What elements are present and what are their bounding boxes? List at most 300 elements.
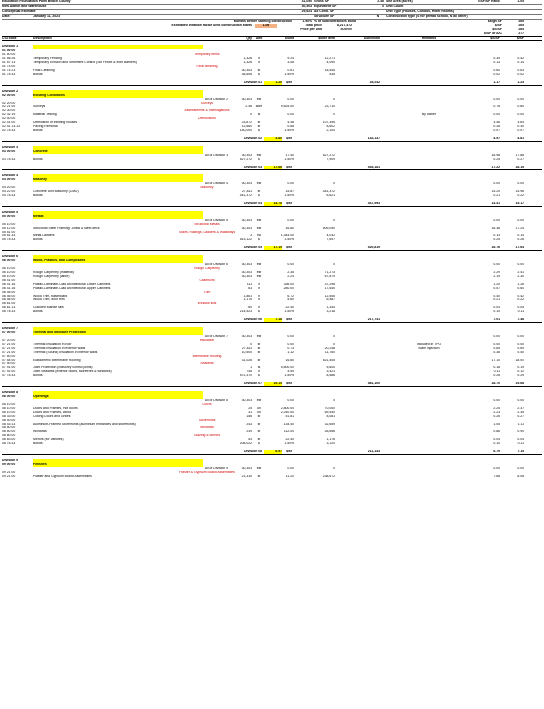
line-total: 535 — [329, 72, 335, 76]
line-unit-cost: 5,600.00 — [280, 366, 294, 370]
line-unit: $ — [258, 238, 260, 242]
line-qty: 21,310 — [241, 474, 252, 478]
line-qty: 1,861 — [243, 294, 252, 298]
all-of-qty: 30,303 — [241, 218, 252, 222]
all-of-sf: 0.00 — [517, 97, 524, 101]
line-gsf: 2.29 — [493, 270, 500, 274]
line-unit-cost: 1.50% — [284, 310, 294, 314]
csi-code: 01 74 23 — [2, 69, 16, 72]
line-sf: 0.22 — [517, 298, 524, 302]
line-description: Material Testing — [33, 113, 57, 117]
line-unit-cost: 2,240.00 — [280, 410, 294, 414]
line-unit-cost: 0.61 — [287, 69, 294, 72]
site-area-label: Site Area (acres) — [386, 0, 413, 3]
division-total-label: Division 03 — [244, 165, 262, 169]
line-qty: 140,000 — [239, 129, 252, 133]
line-sf: 0.14 — [517, 61, 524, 65]
subheading-label: Temporary items — [194, 53, 220, 57]
line-unit: un — [257, 410, 261, 414]
line-unit-cost: 2.24 — [287, 274, 294, 278]
date-label: Date: — [2, 14, 11, 18]
division-total-gsf: 18.70 — [491, 382, 500, 386]
all-of-total: 0 — [333, 466, 335, 470]
line-description: Thermal (Sound) Insulation in interior walls — [33, 350, 98, 354]
csi-code: 08 33 00 — [2, 414, 16, 418]
line-gsf: 0.11 — [493, 370, 500, 374]
line-total: 4,032 — [326, 234, 335, 238]
line-total: 11,760 — [324, 350, 335, 354]
line-qty: 527,272 — [239, 157, 252, 161]
line-description: Temporary Fencing — [33, 57, 63, 61]
csi-code: 02 78 33 — [2, 129, 16, 133]
all-of-total: 0 — [333, 398, 335, 402]
line-description: Bonds — [33, 157, 43, 161]
line-sf: 0.26 — [517, 238, 524, 242]
line-gsf: 0.13 — [493, 234, 500, 238]
division-total-value: 581,100 — [367, 382, 380, 386]
line-qty: 1 — [250, 366, 252, 370]
division-total-unit-cost: 4.80 — [264, 137, 282, 141]
all-of-gsf: 16.98 — [491, 153, 500, 157]
all-of-unit-cost: 17.40 — [285, 153, 294, 157]
line-description: Wood Trim, baseboard — [33, 294, 68, 298]
all-of-gsf: 0.00 — [493, 97, 500, 101]
line-qty: 30,303 — [241, 69, 252, 72]
line-unit-cost: 16.80 — [285, 226, 294, 230]
line-description: Temporary Erosion and Sediment Control (Silt Fence & Inlet Barriers) — [33, 61, 137, 65]
line-unit-cost: 1,344.00 — [280, 234, 294, 238]
line-sf: 1.11 — [517, 422, 524, 426]
line-description: Thermal Insulation in roof — [33, 342, 72, 346]
months-label: Months before starting construction — [233, 19, 292, 23]
division-total-unit-cost: 17.19 — [264, 246, 282, 250]
line-description: Surveys — [33, 105, 46, 109]
all-of-label: All of Division 5 — [204, 218, 228, 222]
csi-code: 08 83 00 — [2, 438, 16, 442]
line-unit-cost: 4.59 — [287, 370, 294, 374]
estimate-date: January 11, 2023 — [33, 14, 60, 18]
line-sf: 0.11 — [517, 442, 524, 446]
line-qty: 53 — [248, 438, 252, 442]
line-unit: lf — [258, 61, 260, 65]
division-total-unit-cost: 14.78 — [264, 202, 282, 206]
project-subtitle: New Admin and Warehouse — [2, 4, 47, 8]
line-unit: sf — [257, 121, 261, 125]
division-total-unit-cost: 7.18 — [264, 318, 282, 322]
line-gsf: 0.13 — [493, 61, 500, 65]
division-label: Division 7 — [2, 327, 19, 330]
line-sf: 0.11 — [517, 310, 524, 314]
csi-code: 06 10 00 — [2, 266, 16, 270]
line-unit-cost: 51.81 — [285, 414, 294, 418]
site-area-value: 2.46 — [377, 0, 384, 3]
line-unit: sf — [257, 474, 261, 478]
line-sf: 0.14 — [517, 234, 524, 238]
division-label: Division 9 — [2, 458, 19, 462]
line-total: 6,621 — [326, 194, 335, 198]
division-name: Masonry — [33, 178, 203, 182]
all-of-gsf: 0.00 — [493, 263, 500, 266]
all-of-label: All of Division 3 — [204, 153, 228, 157]
line-total: 6,587 — [326, 298, 335, 302]
line-unit: esf — [256, 270, 262, 274]
inflation-value: 1.06 — [255, 24, 277, 28]
line-unit: lf — [258, 282, 260, 286]
line-qty: 1,176 — [243, 298, 252, 302]
all-of-unit-cost: 0.00 — [287, 466, 294, 470]
subheading-label: Plaster & Gypsum Board Assemblies — [179, 470, 235, 474]
ac-sf-label: All Cond. SF — [314, 9, 335, 13]
line-total: 7,697 — [326, 238, 335, 242]
line-unit: $ — [258, 310, 260, 314]
line-gsf: 0.21 — [493, 298, 500, 302]
line-description: Concrete Unit Masonry (CMU) — [33, 190, 79, 194]
csi-code: 08 40 00 — [2, 418, 16, 422]
line-unit-cost: 112.00 — [283, 430, 294, 434]
line-qty: 35,606 — [241, 72, 252, 76]
line-unit: lf — [258, 294, 260, 298]
line-item-row — [2, 475, 542, 479]
division-total-value: 535,181 — [367, 165, 380, 169]
line-sf: 0.00 — [517, 342, 524, 346]
header-block — [2, 0, 542, 41]
line-gsf: 14.20 — [491, 190, 500, 194]
line-total: 238,672 — [322, 474, 335, 478]
line-total: 4,090 — [326, 61, 335, 65]
all-of-unit-cost: 0.00 — [287, 97, 294, 101]
division-total-value: 447,993 — [367, 201, 380, 205]
csi-code: 01 57 13 — [2, 61, 16, 65]
line-unit-cost: 1.50% — [284, 374, 294, 378]
line-qty: 214,523 — [239, 310, 252, 314]
line-sf: 0.63 — [517, 69, 524, 72]
subheading-label: Rough Carpentry — [194, 266, 220, 270]
line-unit-cost: 1.50% — [284, 238, 294, 242]
csi-code: 02 20 00 — [2, 101, 16, 105]
line-qty: 63 — [248, 286, 252, 290]
line-unit: esf — [256, 274, 262, 278]
division-name: Existing Conditions — [33, 94, 203, 98]
division-code: 02 00 00 — [2, 93, 16, 97]
line-total: 7,909 — [326, 157, 335, 161]
col-qty: Qty — [246, 36, 252, 40]
all-of-unit: esf — [256, 398, 262, 402]
csi-code: 07 50 00 — [2, 354, 16, 358]
line-gsf: 0.60 — [493, 69, 500, 72]
subheading-label: Insulation — [199, 338, 215, 342]
all-of-unit: esf — [256, 263, 262, 266]
line-unit: sf — [257, 346, 261, 350]
line-qty: 30,303 — [241, 226, 252, 230]
line-gsf: 0.07 — [493, 129, 500, 133]
price-per-unit-value: #DIV/0! — [340, 27, 352, 31]
line-description: Doors and Frames, HM doors — [33, 406, 78, 410]
csi-code: 07 90 00 — [2, 362, 16, 366]
division-total-gsf: 1.17 — [493, 80, 500, 84]
division-code: 06 00 00 — [2, 259, 16, 263]
csi-code: 07 78 33 — [2, 374, 16, 378]
line-qty: 30,303 — [241, 270, 252, 274]
line-total: 8,602 — [326, 125, 335, 129]
line-description: Bonds — [33, 72, 43, 76]
csi-code: 02 21 00 — [2, 105, 16, 109]
all-of-sf: 0.00 — [517, 182, 524, 186]
csi-code: 03 78 33 — [2, 157, 16, 161]
line-gsf: 3.46 — [493, 121, 500, 125]
line-gsf: 0.18 — [493, 366, 500, 370]
division-label: Division 6 — [2, 255, 19, 259]
line-description: Bonds — [33, 310, 43, 314]
all-of-sf: 0.00 — [517, 334, 524, 338]
line-gsf: 0.65 — [493, 346, 500, 350]
line-unit-cost: 5.60 — [287, 298, 294, 302]
line-gsf: 1.20 — [493, 282, 500, 286]
division-total-value: 142,137 — [367, 136, 380, 140]
line-unit-cost: 9,625.00 — [280, 105, 294, 109]
line-unit-cost: 22.40 — [285, 438, 294, 442]
line-gsf: 0.04 — [493, 438, 500, 442]
line-total: 2,100 — [326, 129, 335, 133]
all-of-sf: 17.88 — [515, 153, 524, 157]
division-total-sf: 7.15 — [517, 450, 524, 454]
csi-code: 01 74 00 — [2, 65, 16, 69]
line-qty: 3 — [250, 234, 252, 238]
csi-code: 05 51 33 — [2, 234, 16, 238]
line-qty: 111 — [246, 282, 252, 286]
line-remarks: By owner — [421, 113, 437, 117]
line-unit: lf — [258, 306, 260, 310]
line-sf: 0.00 — [517, 113, 524, 117]
line-unit-cost: 0.68 — [287, 125, 294, 129]
line-total: 37,296 — [324, 282, 335, 286]
csi-code: 08 78 33 — [2, 442, 16, 446]
line-unit: lf — [258, 286, 260, 290]
all-of-gsf: 0.00 — [493, 218, 500, 222]
all-of-unit: esf — [256, 182, 262, 186]
all-of-gsf: 0.00 — [493, 334, 500, 338]
line-description: Structural Steel Framing: Joists & steel deck — [33, 226, 100, 230]
subheading-label: Doors — [202, 402, 212, 406]
total-price-label: Total price — [305, 23, 322, 27]
line-unit-cost: 6.72 — [287, 294, 294, 298]
gross-sf-value: 31,050 — [301, 0, 312, 3]
line-total: 69,440 — [324, 410, 335, 414]
line-sf: 0.42 — [517, 57, 524, 61]
line-unit: lf — [258, 298, 260, 302]
division-total-gsf: 14.41 — [491, 201, 500, 205]
csi-code: 06 78 33 — [2, 310, 16, 314]
subheading-label: Final cleaning — [196, 65, 218, 69]
line-qty: 2.46 — [245, 105, 252, 109]
line-gsf: 0.40 — [493, 294, 500, 298]
line-sf: 0.80 — [517, 105, 524, 109]
csi-code: 07 54 00 — [2, 358, 16, 362]
line-sf: 0.69 — [517, 346, 524, 350]
division-code: 07 00 00 — [2, 330, 16, 334]
csi-code: 05 10 00 — [2, 222, 16, 226]
col-unit-cost: $/unit — [284, 36, 294, 40]
division-label: Division 4 — [2, 174, 19, 178]
col-division-total: $/Division — [363, 36, 380, 40]
line-description: Bonds — [33, 374, 43, 378]
line-total: 12,271 — [324, 57, 335, 61]
line-unit-cost: 0.00 — [287, 113, 294, 117]
line-sf: 2.35 — [517, 410, 524, 414]
division-total-unit: $/sf — [286, 136, 292, 140]
col-remarks: Remarks — [421, 36, 437, 40]
line-unit: $ — [258, 194, 260, 198]
csi-code: 02 30 00 — [2, 109, 16, 113]
line-remarks: Included in TPO — [416, 342, 442, 346]
csi-code: 06 10 00 — [2, 270, 16, 274]
division-total-gsf: 7.01 — [493, 318, 500, 322]
all-of-gsf: 0.00 — [493, 182, 500, 186]
csi-code: 06 10 00 — [2, 274, 16, 278]
division-total-value: 520,819 — [367, 246, 380, 250]
division-code: 04 00 00 — [2, 178, 16, 182]
line-unit-cost: 2.35 — [287, 270, 294, 274]
line-gsf: 2.25 — [493, 406, 500, 410]
division-total-gsf: 4.57 — [493, 136, 500, 140]
line-unit-cost: 16.80 — [285, 358, 294, 362]
line-gsf: 0.21 — [493, 194, 500, 198]
line-sf: 0.60 — [517, 286, 524, 290]
line-sf: 17.24 — [515, 226, 524, 230]
division-name: Concrete — [33, 150, 203, 154]
line-unit: lf — [258, 57, 260, 61]
csi-code: 02 32 19 — [2, 113, 16, 117]
csi-code: 08 10 00 — [2, 402, 16, 406]
division-total-label: Division 07 — [244, 382, 262, 386]
all-of-qty: 30,303 — [241, 263, 252, 266]
division-name: Thermal and Moisture Protection — [33, 331, 203, 335]
line-unit-cost: 134.40 — [283, 422, 294, 426]
line-sf: 0.07 — [517, 129, 524, 133]
all-of-unit: esf — [256, 466, 262, 470]
line-sf: 2.41 — [517, 270, 524, 274]
unit-count-value: 0 — [382, 4, 384, 8]
line-qty: 60 — [248, 306, 252, 310]
line-description: Bonds — [33, 442, 43, 446]
col-csi: CSI code — [2, 36, 17, 40]
estimate-type: Conceptual Estimate — [2, 9, 36, 13]
csi-code: 04 22 00 — [2, 190, 16, 194]
sign-sf-value: 265 — [518, 19, 524, 23]
line-qty: 12,660 — [241, 125, 252, 129]
line-remarks: foam injection — [418, 346, 440, 350]
csi-code: 01 56 26 — [2, 57, 16, 61]
all-of-unit: esf — [256, 218, 262, 222]
line-gsf: 0.39 — [493, 57, 500, 61]
csi-code: 01 78 33 — [2, 72, 16, 76]
line-description: Thermal Insulation in exterior walls — [33, 346, 86, 350]
line-gsf: 0.28 — [493, 374, 500, 378]
line-unit: ls — [257, 113, 261, 117]
structure-sf-label: Structure SF — [314, 14, 335, 18]
line-gsf: 0.04 — [493, 306, 500, 310]
csi-code: 05 12 00 — [2, 226, 16, 230]
line-description: Rough Carpentry (labor) — [33, 274, 70, 278]
csi-code: 06 61 13 — [2, 306, 16, 310]
construction-type-label: Construction type (S for prefab school, N all other) — [386, 14, 468, 18]
line-sf: 0.40 — [517, 350, 524, 354]
line-sf: 2.30 — [517, 274, 524, 278]
line-qty: 31,026 — [241, 358, 252, 362]
line-description: Coiling Doors and Grilles — [33, 414, 71, 418]
division-total-label: Division 06 — [244, 318, 262, 322]
line-gsf: 0.86 — [493, 430, 500, 434]
division-code: 03 00 00 — [2, 149, 16, 153]
division-total-gsf: 16.76 — [491, 246, 500, 250]
price-sf-value: 265 — [518, 23, 524, 27]
division-total-gsf: 17.22 — [491, 165, 500, 169]
division-code: 09 00 00 — [2, 462, 16, 466]
line-sf: 0.90 — [517, 430, 524, 434]
csi-code: 08 50 00 — [2, 426, 16, 430]
subheading-label: Glazing & Mirrors — [193, 434, 221, 438]
line-gsf: 0.76 — [493, 105, 500, 109]
line-description: Plastic-Laminate-Clad Architectural Lower Cabinets — [33, 282, 111, 286]
line-description: Plastic-Laminate-Clad Architectural Upper Cabinets — [33, 286, 111, 290]
gsf-ratio-label: GSF/SF Ratio — [478, 0, 500, 3]
price-gsf-label: $/GSF — [492, 27, 502, 31]
subheading-label: Structural Metals — [194, 222, 220, 226]
all-of-total: 0 — [333, 182, 335, 186]
all-of-total: 0 — [333, 97, 335, 101]
line-description: Rough Carpentry (material) — [33, 270, 75, 274]
line-gsf: 7.68 — [493, 474, 500, 478]
subheading-label: Storefronts — [198, 418, 216, 422]
ac-sf-value: 29,624 — [301, 9, 312, 13]
line-gsf: 0.38 — [493, 350, 500, 354]
line-unit: sf — [257, 358, 261, 362]
line-description: Paving Removal — [33, 125, 58, 129]
csi-code: 06 46 00 — [2, 298, 16, 302]
csi-code: 04 20 00 — [2, 186, 16, 190]
all-of-label: All of Division 4 — [204, 182, 228, 186]
line-sf: 14.96 — [515, 190, 524, 194]
divisions-body — [2, 41, 542, 478]
line-qty: 513,122 — [239, 238, 252, 242]
line-unit: sf — [257, 69, 261, 72]
csi-code: 06 61 00 — [2, 302, 16, 306]
division-total-label: Division 08 — [244, 450, 262, 454]
all-of-total: 0 — [333, 263, 335, 266]
price-sf-label: $/SF — [494, 23, 502, 27]
line-gsf: 0.25 — [493, 157, 500, 161]
line-description: Demolition of existing houses — [33, 121, 78, 125]
line-unit-cost: 15.87 — [285, 190, 294, 194]
division-total-gsf: 6.79 — [493, 450, 500, 454]
construction-type-value: N — [376, 14, 380, 18]
line-unit: esf — [256, 226, 262, 230]
csi-code: 06 41 16 — [2, 282, 16, 286]
all-of-unit: esf — [256, 334, 262, 338]
division-total-sf: 17.64 — [515, 246, 524, 250]
line-description: Doors and Frames, wood — [33, 410, 72, 414]
line-total: 509,090 — [322, 226, 335, 230]
line-total: 107,395 — [322, 121, 335, 125]
subheading-label: Casework — [199, 278, 215, 282]
line-unit-cost: 22.40 — [285, 306, 294, 310]
line-qty: 0 — [250, 113, 252, 117]
all-of-qty: 30,303 — [241, 334, 252, 338]
line-total: 5,600 — [326, 366, 335, 370]
line-unit: sf — [257, 125, 261, 129]
division-total-unit-cost: 1.20 — [264, 81, 282, 85]
division-total-unit-cost: 6.97 — [264, 450, 282, 454]
line-unit-cost: 2,800.00 — [280, 406, 294, 410]
